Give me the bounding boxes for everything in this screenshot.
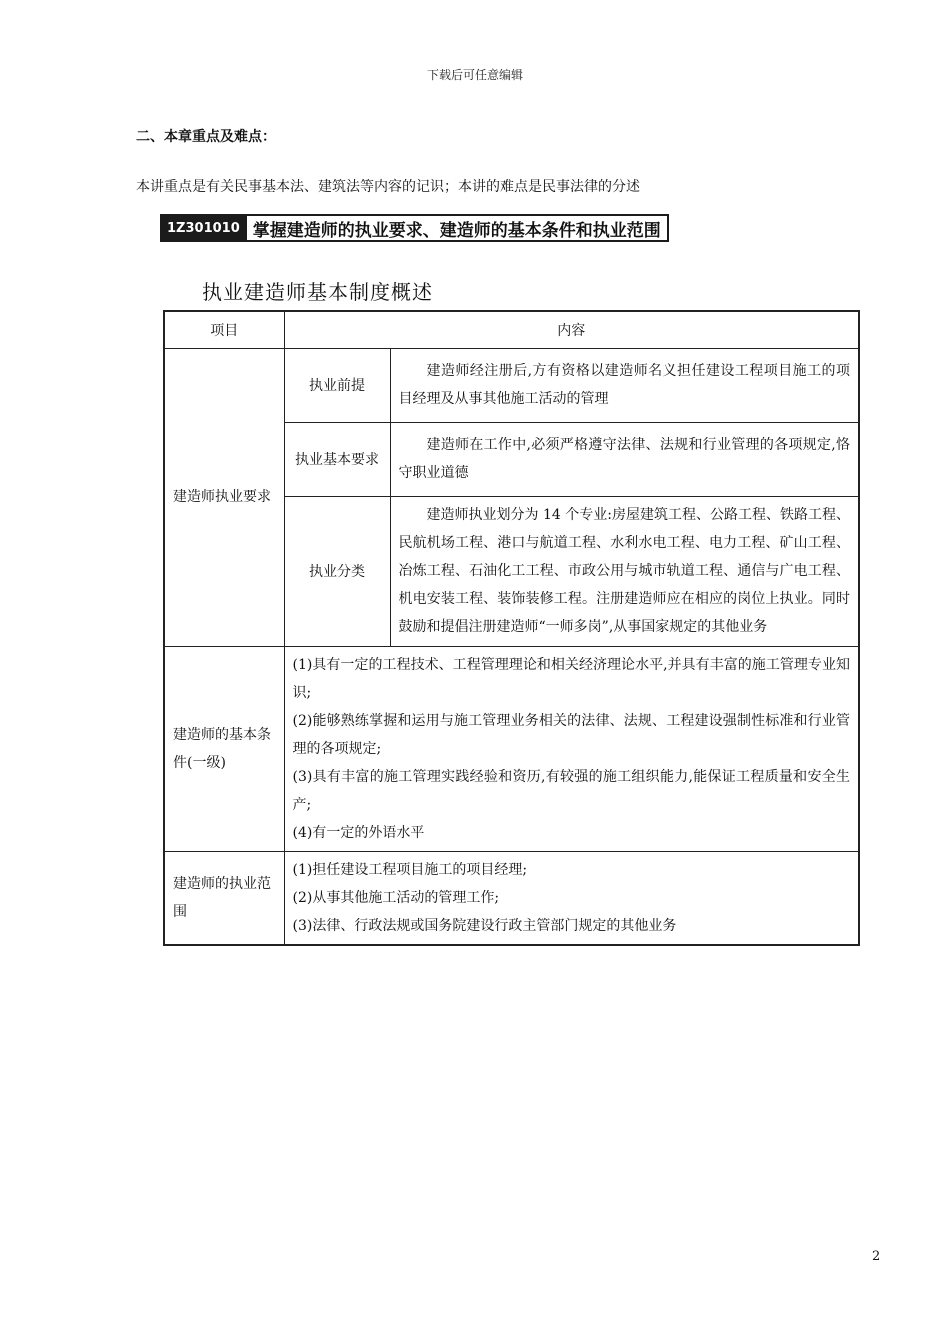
row-label: 执业基本要求 [284, 422, 390, 496]
row-label: 执业分类 [284, 496, 390, 646]
topic-code: 1Z301010 [160, 214, 247, 242]
list-item: (2)从事其他施工活动的管理工作; [292, 889, 500, 906]
table-caption: 执业建造师基本制度概述 [202, 280, 433, 304]
header-note: 下载后可任意编辑 [426, 68, 523, 82]
category-scope: 建造师的执业范围 [164, 851, 284, 945]
summary-table [163, 310, 860, 946]
topic-banner [160, 214, 669, 242]
row-content: 建造师执业划分为 14 个专业:房屋建筑工程、公路工程、铁路工程、民航机场工程、港口与航道工程、水利水电工程、电力工程、矿山工程、冶炼工程、石油化工工程、市政公用与城市轨道工程、通信与广电工程、机电安装工程、装饰装修工程。注册建造师应在相应的岗位上执业。同时鼓励和提倡注册建造师“一师多岗”,从事国家规定的其他业务 [390, 496, 859, 646]
table-row [164, 646, 859, 851]
header-item: 项目 [164, 311, 284, 348]
topic-title: 掌握建造师的执业要求、建造师的基本条件和执业范围 [247, 214, 669, 242]
list-item: (4)有一定的外语水平 [292, 824, 425, 841]
conditions-list [284, 646, 859, 851]
table-row [164, 348, 859, 422]
table-header-row [164, 311, 859, 348]
header-content: 内容 [284, 311, 859, 348]
row-content: 建造师经注册后,方有资格以建造师名义担任建设工程项目施工的项目经理及从事其他施工活动的管理 [390, 348, 859, 422]
scope-list [284, 851, 859, 945]
intro-paragraph: 本讲重点是有关民事基本法、建筑法等内容的记识；本讲的难点是民事法律的分述 [136, 179, 640, 195]
page-number: 2 [872, 1249, 881, 1264]
list-item: (1)担任建设工程项目施工的项目经理; [292, 861, 528, 878]
row-content: 建造师在工作中,必须严格遵守法律、法规和行业管理的各项规定,恪守职业道德 [390, 422, 859, 496]
section-heading: 二、本章重点及难点： [136, 129, 276, 145]
list-item: (3)法律、行政法规或国务院建设行政主管部门规定的其他业务 [292, 917, 677, 934]
list-item: (2)能够熟练掌握和运用与施工管理业务相关的法律、法规、工程建设强制性标准和行业管理的各项规定; [292, 712, 850, 757]
category-conditions: 建造师的基本条件(一级) [164, 646, 284, 851]
row-label: 执业前提 [284, 348, 390, 422]
list-item: (1)具有一定的工程技术、工程管理理论和相关经济理论水平,并具有丰富的施工管理专业知识; [292, 656, 850, 701]
list-item: (3)具有丰富的施工管理实践经验和资历,有较强的施工组织能力,能保证工程质量和安全生产; [292, 768, 850, 813]
table-row [164, 851, 859, 945]
category-requirements: 建造师执业要求 [164, 348, 284, 646]
